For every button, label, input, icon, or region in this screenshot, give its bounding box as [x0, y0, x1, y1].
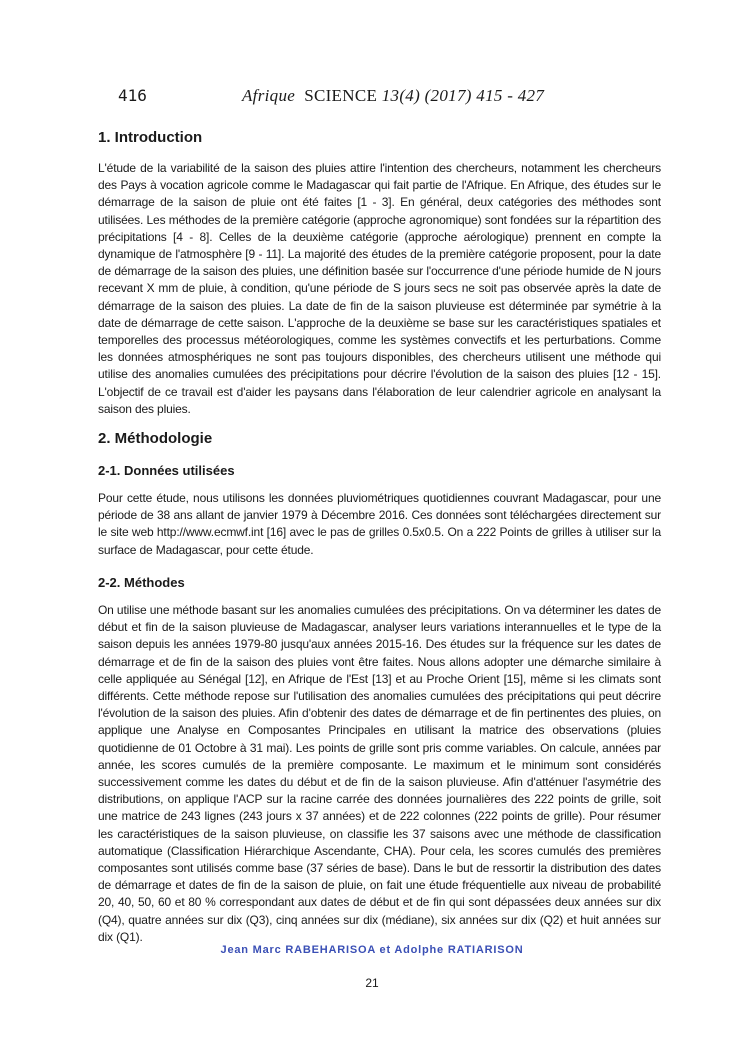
- journal-name: Afrique: [242, 86, 296, 105]
- running-header: [118, 86, 598, 110]
- data-used-heading: 2-1. Données utilisées: [98, 463, 235, 478]
- methods-paragraph: On utilise une méthode basant sur les anomalies cumulées des précipitations. On va déterminer les dates de début et fin de la saison pluvieuse de Madagascar, analyser leurs variations interannuelles et le type de la saison depuis les années 1979-80 jusqu'aux années 2015-16. Des études sur la fréquence sur les dates de démarrage et de fin de la saison des pluies vont être faites. Nous allons adopter une démarche similaire à celle appliquée au Sénégal [12], en Afrique de l'Est [13] et au Proche Orient [15], même si les climats sont différents. Cette méthode repose sur l'utilisation des anomalies cumulées des précipitations qui peut décrire l'évolution de la saison des pluies. Afin d'obtenir des dates de démarrage et de fin pertinentes des pluies, on applique une Analyse en Composantes Principales en utilisant la matrice des observations (pluies quotidienne de 01 Octobre à 31 mai). Les points de grille sont pris comme variables. On calcule, années par année, les scores cumulés de la première composante. Le maximum et le minimum sont considérés successivement comme les dates du début et de fin de la saison pluvieuse. Afin d'atténuer l'asymétrie des distributions, on applique l'ACP sur la racine carrée des données journalières des 222 points de grille, soit une matrice de 243 lignes (243 jours x 37 années) et de 222 colonnes (222 points de grille). Pour résumer les caractéristiques de la saison pluvieuse, on classifie les 37 saisons avec une méthode de classification automatique (Classification Hiérarchique Ascendante, CHA). Pour cela, les scores cumulés des premières composantes sont utilisés comme base (37 séries de base). Dans le but de ressortir la distribution des dates de démarrage et dates de fin de la saison de pluie, on fait une étude fréquentielle aux niveau de probabilité 20, 40, 50, 60 et 80 % correspondant aux dates de début et de fin qui sont dépassées deux années sur dix (Q4), quatre années sur dix (Q3), cinq années sur dix (médiane), six années sur dix (Q2) et huit années sur dix (Q1).: [98, 603, 661, 944]
- footer-authors: Jean Marc RABEHARISOA et Adolphe RATIARISON: [220, 944, 524, 956]
- introduction-paragraph: L'étude de la variabilité de la saison des pluies attire l'intention des chercheurs, notamment les chercheurs des Pays à vocation agricole comme le Madagascar qui fait partie de l'Afrique. En Afrique, des études sur le démarrage de la saison de pluie ont été faites [1 - 3]. En général, deux catégories des méthodes sont utilisées. Les méthodes de la première catégorie (approche agronomique) sont fondées sur la répartition des précipitations [4 - 8]. Celles de la deuxième catégorie (approche aérologique) prennent en compte la dynamique de l'atmosphère [9 - 11]. La majorité des études de la première catégorie proposent, pour la date de démarrage de la saison des pluies, une définition basée sur l'occurrence d'une période humide de N jours recevant X mm de pluie, à condition, qu'une période de S jours secs ne soit pas observée après la date de démarrage de la saison des pluies. La date de fin de la saison pluvieuse est déterminée par symétrie à la date de démarrage de cette saison. L'approche de la deuxième se base sur les caractéristiques spatiales et temporelles des processus météorologiques, comme les systèmes convectifs et les perturbations. Comme les données atmosphériques ne sont pas toujours disponibles, des chercheurs utilisent une méthode qui utilise des anomalies cumulées des précipitations pour décrire l'évolution de la saison des pluies [12 - 15]. L'objectif de ce travail est d'aider les paysans dans l'élaboration de leur calendrier agricole en analysant la saison des pluies.: [98, 161, 661, 416]
- journal-volume: 13(4) (2017) 415 - 427: [381, 86, 545, 105]
- footer-page-number: 21: [365, 976, 379, 990]
- data-used-paragraph: Pour cette étude, nous utilisons les données pluviométriques quotidiennes couvrant Madagascar, pour une période de 38 ans allant de janvier 1979 à Décembre 2016. Ces données sont téléchargées directement sur le site web http://www.ecmwf.int [16] avec le pas de grilles 0.5x0.5. On a 222 Points de grilles à utiliser sur la surface de Madagascar, pour cette étude.: [98, 491, 661, 557]
- journal-title: SCIENCE: [304, 86, 378, 105]
- methods-heading: 2-2. Méthodes: [98, 575, 185, 590]
- journal-reference: [242, 86, 544, 106]
- introduction-heading: 1. Introduction: [98, 129, 203, 146]
- methodology-heading: 2. Méthodologie: [98, 430, 213, 447]
- header-page-number: 416: [118, 86, 147, 105]
